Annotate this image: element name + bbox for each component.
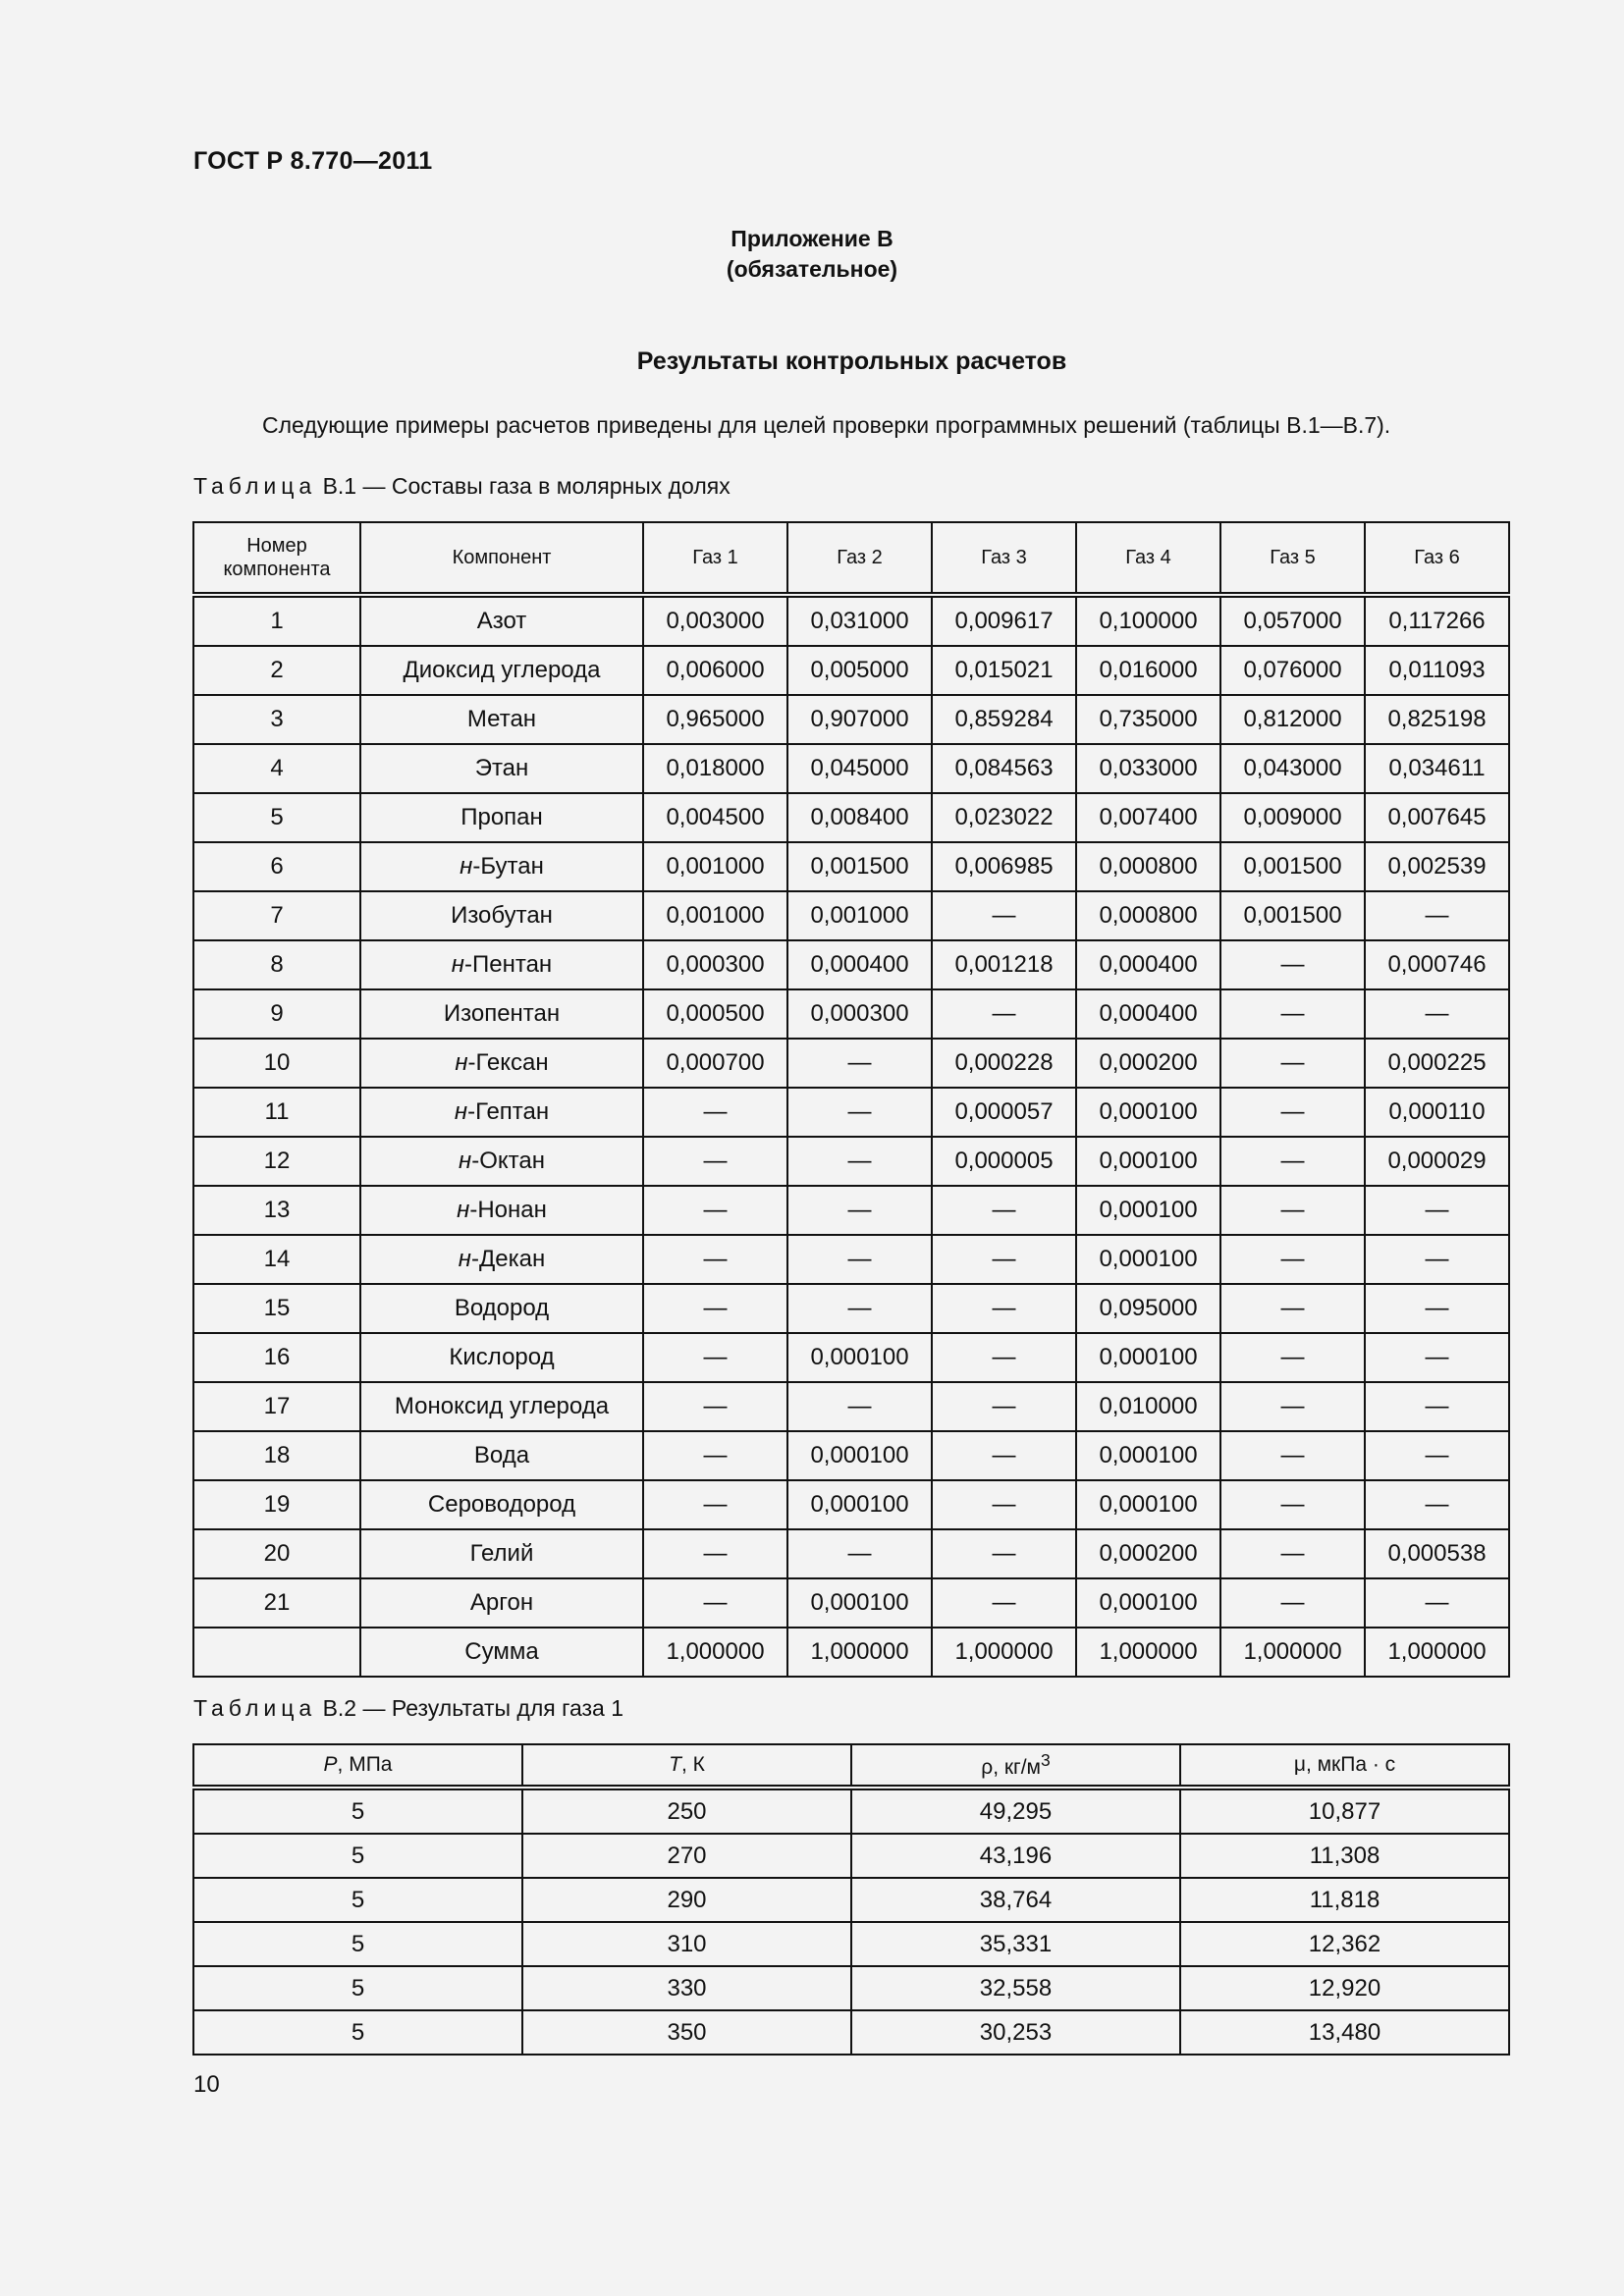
mole-fraction-cell: 0,000100 bbox=[1076, 1578, 1220, 1628]
component-name-cell bbox=[360, 1333, 643, 1382]
table2-header-cell bbox=[193, 1744, 522, 1788]
result-cell: 43,196 bbox=[851, 1834, 1180, 1878]
table1-header-cell: Газ 3 bbox=[932, 522, 1076, 595]
component-name-cell bbox=[360, 744, 643, 793]
mole-fraction-cell: — bbox=[932, 1235, 1076, 1284]
mole-fraction-cell: 0,000400 bbox=[1076, 940, 1220, 989]
component-name-prefix: н bbox=[455, 1049, 468, 1076]
result-cell: 350 bbox=[522, 2010, 851, 2055]
component-name-cell bbox=[360, 891, 643, 940]
component-name: -Бутан bbox=[472, 853, 544, 880]
mole-fraction-cell: 0,001500 bbox=[1220, 891, 1365, 940]
result-cell: 12,362 bbox=[1180, 1922, 1509, 1966]
mole-fraction-cell: — bbox=[1220, 1578, 1365, 1628]
component-name-cell bbox=[360, 1578, 643, 1628]
table-row bbox=[193, 695, 1509, 744]
mole-fraction-cell: 0,825198 bbox=[1365, 695, 1509, 744]
mole-fraction-cell: — bbox=[787, 1382, 932, 1431]
table2-caption bbox=[193, 1695, 623, 1722]
mole-fraction-cell: — bbox=[1220, 1284, 1365, 1333]
mole-fraction-cell: — bbox=[932, 1333, 1076, 1382]
component-name-cell bbox=[360, 1186, 643, 1235]
page-number: 10 bbox=[193, 2071, 220, 2098]
component-name: -Гептан bbox=[467, 1098, 550, 1125]
table1-header-cell: Газ 2 bbox=[787, 522, 932, 595]
component-number-cell: 21 bbox=[193, 1578, 360, 1628]
result-cell: 11,308 bbox=[1180, 1834, 1509, 1878]
mole-fraction-cell: 0,000200 bbox=[1076, 1529, 1220, 1578]
mole-fraction-cell: — bbox=[932, 1284, 1076, 1333]
gas-composition-table bbox=[192, 521, 1510, 1678]
component-name: Изопентан bbox=[443, 1000, 561, 1027]
table-row bbox=[193, 1578, 1509, 1628]
mole-fraction-cell: 0,015021 bbox=[932, 646, 1076, 695]
component-number-cell: 14 bbox=[193, 1235, 360, 1284]
mole-fraction-cell: — bbox=[932, 1431, 1076, 1480]
mole-fraction-cell: — bbox=[787, 1039, 932, 1088]
mole-fraction-cell: 0,000005 bbox=[932, 1137, 1076, 1186]
component-name-cell bbox=[360, 1431, 643, 1480]
table-row bbox=[193, 1137, 1509, 1186]
component-number-cell: 17 bbox=[193, 1382, 360, 1431]
component-name: -Нонан bbox=[469, 1197, 547, 1223]
result-cell: 330 bbox=[522, 1966, 851, 2010]
mole-fraction-cell: 0,000225 bbox=[1365, 1039, 1509, 1088]
mole-fraction-cell: 0,023022 bbox=[932, 793, 1076, 842]
mole-fraction-cell: 0,000100 bbox=[1076, 1137, 1220, 1186]
component-name: Водород bbox=[454, 1295, 550, 1321]
mole-fraction-cell: — bbox=[643, 1578, 787, 1628]
table1-body bbox=[193, 595, 1509, 1677]
mole-fraction-cell: 0,010000 bbox=[1076, 1382, 1220, 1431]
result-cell: 32,558 bbox=[851, 1966, 1180, 2010]
component-number-cell: 5 bbox=[193, 793, 360, 842]
standard-code: ГОСТ Р 8.770—2011 bbox=[193, 147, 433, 175]
mole-fraction-cell: — bbox=[1365, 891, 1509, 940]
mole-fraction-cell: — bbox=[1220, 1088, 1365, 1137]
component-name-cell bbox=[360, 1088, 643, 1137]
mole-fraction-cell: 0,000100 bbox=[1076, 1480, 1220, 1529]
component-name-cell bbox=[360, 989, 643, 1039]
mole-fraction-cell: 0,076000 bbox=[1220, 646, 1365, 695]
mole-fraction-cell: — bbox=[643, 1088, 787, 1137]
component-name-cell bbox=[360, 940, 643, 989]
table-row bbox=[193, 1788, 1509, 1834]
component-number-cell: 1 bbox=[193, 595, 360, 646]
mole-fraction-cell: 0,965000 bbox=[643, 695, 787, 744]
mole-fraction-cell: — bbox=[932, 1186, 1076, 1235]
mole-fraction-cell: — bbox=[1220, 1382, 1365, 1431]
mole-fraction-cell: — bbox=[932, 1382, 1076, 1431]
table-row bbox=[193, 842, 1509, 891]
component-name-cell bbox=[360, 646, 643, 695]
component-name-cell bbox=[360, 1529, 643, 1578]
result-cell: 290 bbox=[522, 1878, 851, 1922]
mole-fraction-cell: 0,000100 bbox=[787, 1333, 932, 1382]
result-cell: 11,818 bbox=[1180, 1878, 1509, 1922]
component-number-cell: 8 bbox=[193, 940, 360, 989]
component-number-cell: 18 bbox=[193, 1431, 360, 1480]
table-row bbox=[193, 1834, 1509, 1878]
mole-fraction-cell: — bbox=[787, 1186, 932, 1235]
mole-fraction-cell: 0,000100 bbox=[787, 1578, 932, 1628]
table-row bbox=[193, 595, 1509, 646]
mole-fraction-cell: 0,034611 bbox=[1365, 744, 1509, 793]
result-cell: 13,480 bbox=[1180, 2010, 1509, 2055]
table-row bbox=[193, 1628, 1509, 1677]
component-name-cell bbox=[360, 695, 643, 744]
table-row bbox=[193, 1186, 1509, 1235]
component-name-cell bbox=[360, 1284, 643, 1333]
table-row bbox=[193, 1480, 1509, 1529]
mole-fraction-cell: — bbox=[643, 1186, 787, 1235]
mole-fraction-cell: — bbox=[1220, 1333, 1365, 1382]
component-name-cell bbox=[360, 1382, 643, 1431]
mole-fraction-cell: — bbox=[1365, 1431, 1509, 1480]
mole-fraction-cell: 0,008400 bbox=[787, 793, 932, 842]
component-name: Азот bbox=[476, 608, 527, 634]
mole-fraction-cell: — bbox=[1220, 1235, 1365, 1284]
mole-fraction-cell: 0,033000 bbox=[1076, 744, 1220, 793]
table-row bbox=[193, 1431, 1509, 1480]
component-name-prefix: н bbox=[458, 1246, 471, 1272]
mole-fraction-cell: 0,000100 bbox=[1076, 1186, 1220, 1235]
mole-fraction-cell: 0,031000 bbox=[787, 595, 932, 646]
result-cell: 10,877 bbox=[1180, 1788, 1509, 1834]
mole-fraction-cell: 0,000057 bbox=[932, 1088, 1076, 1137]
mole-fraction-cell: 0,001000 bbox=[643, 842, 787, 891]
mole-fraction-cell: 0,000300 bbox=[643, 940, 787, 989]
appendix-status: (обязательное) bbox=[726, 256, 898, 282]
table1-header-row bbox=[193, 522, 1509, 595]
mole-fraction-cell: 0,045000 bbox=[787, 744, 932, 793]
component-name: Изобутан bbox=[451, 902, 553, 929]
mole-fraction-cell: 0,000300 bbox=[787, 989, 932, 1039]
mole-fraction-cell: — bbox=[1365, 1578, 1509, 1628]
intro-paragraph: Следующие примеры расчетов приведены для целей проверки программных решений (таблицы В.1—В.7). bbox=[262, 412, 1391, 438]
mole-fraction-cell: 0,000800 bbox=[1076, 891, 1220, 940]
component-name-cell bbox=[360, 595, 643, 646]
result-cell: 5 bbox=[193, 1834, 522, 1878]
mole-fraction-cell: 0,000400 bbox=[787, 940, 932, 989]
table1-caption bbox=[193, 473, 731, 500]
component-name-cell bbox=[360, 1039, 643, 1088]
table1-header-cell: Газ 6 bbox=[1365, 522, 1509, 595]
mole-fraction-cell: — bbox=[1365, 1333, 1509, 1382]
mole-fraction-cell: — bbox=[643, 1431, 787, 1480]
component-name: Моноксид углерода bbox=[394, 1393, 610, 1419]
component-number-cell: 10 bbox=[193, 1039, 360, 1088]
mole-fraction-cell: — bbox=[643, 1137, 787, 1186]
mole-fraction-cell: 0,000100 bbox=[1076, 1235, 1220, 1284]
result-cell: 12,920 bbox=[1180, 1966, 1509, 2010]
mole-fraction-cell: 0,000228 bbox=[932, 1039, 1076, 1088]
mole-fraction-cell: — bbox=[1220, 1186, 1365, 1235]
mole-fraction-cell: 1,000000 bbox=[1220, 1628, 1365, 1677]
table1-header-cell: Компонент bbox=[360, 522, 643, 595]
mole-fraction-cell: 0,004500 bbox=[643, 793, 787, 842]
mole-fraction-cell: 0,812000 bbox=[1220, 695, 1365, 744]
quantity-symbol: ρ bbox=[981, 1756, 994, 1779]
unit-superscript: 3 bbox=[1041, 1750, 1051, 1770]
mole-fraction-cell: — bbox=[787, 1137, 932, 1186]
mole-fraction-cell: 1,000000 bbox=[1076, 1628, 1220, 1677]
quantity-symbol: P bbox=[323, 1753, 338, 1776]
mole-fraction-cell: — bbox=[932, 891, 1076, 940]
table-row bbox=[193, 891, 1509, 940]
mole-fraction-cell: 0,000029 bbox=[1365, 1137, 1509, 1186]
mole-fraction-cell: 0,009000 bbox=[1220, 793, 1365, 842]
mole-fraction-cell: 0,006000 bbox=[643, 646, 787, 695]
mole-fraction-cell: 0,095000 bbox=[1076, 1284, 1220, 1333]
mole-fraction-cell: — bbox=[643, 1235, 787, 1284]
appendix-heading bbox=[0, 224, 1624, 285]
quantity-unit: , МПа bbox=[337, 1753, 393, 1776]
mole-fraction-cell: 0,000700 bbox=[643, 1039, 787, 1088]
quantity-symbol: T bbox=[669, 1753, 681, 1776]
result-cell: 310 bbox=[522, 1922, 851, 1966]
mole-fraction-cell: — bbox=[787, 1284, 932, 1333]
mole-fraction-cell: 0,001500 bbox=[787, 842, 932, 891]
mole-fraction-cell: 0,007645 bbox=[1365, 793, 1509, 842]
mole-fraction-cell: 0,001218 bbox=[932, 940, 1076, 989]
table-row bbox=[193, 1878, 1509, 1922]
mole-fraction-cell: 0,907000 bbox=[787, 695, 932, 744]
mole-fraction-cell: 0,003000 bbox=[643, 595, 787, 646]
component-name: Диоксид углерода bbox=[403, 657, 601, 683]
component-number-cell bbox=[193, 1628, 360, 1677]
result-cell: 38,764 bbox=[851, 1878, 1180, 1922]
mole-fraction-cell: — bbox=[1220, 1529, 1365, 1578]
mole-fraction-cell: 0,000100 bbox=[1076, 1333, 1220, 1382]
mole-fraction-cell: — bbox=[1220, 940, 1365, 989]
component-name: Сумма bbox=[464, 1638, 539, 1665]
result-cell: 49,295 bbox=[851, 1788, 1180, 1834]
mole-fraction-cell: 0,001500 bbox=[1220, 842, 1365, 891]
component-number-cell: 3 bbox=[193, 695, 360, 744]
table1-header-cell: Газ 5 bbox=[1220, 522, 1365, 595]
mole-fraction-cell: 0,006985 bbox=[932, 842, 1076, 891]
component-name-cell bbox=[360, 1628, 643, 1677]
component-number-cell: 11 bbox=[193, 1088, 360, 1137]
mole-fraction-cell: — bbox=[1220, 1039, 1365, 1088]
table-row bbox=[193, 1284, 1509, 1333]
mole-fraction-cell: 0,002539 bbox=[1365, 842, 1509, 891]
table-row bbox=[193, 1966, 1509, 2010]
component-name-cell bbox=[360, 1137, 643, 1186]
mole-fraction-cell: 0,000100 bbox=[1076, 1431, 1220, 1480]
quantity-unit: , К bbox=[680, 1753, 705, 1776]
mole-fraction-cell: 0,859284 bbox=[932, 695, 1076, 744]
quantity-symbol: μ bbox=[1293, 1753, 1306, 1776]
table-row bbox=[193, 940, 1509, 989]
component-name: Аргон bbox=[469, 1589, 534, 1616]
mole-fraction-cell: — bbox=[932, 989, 1076, 1039]
result-cell: 30,253 bbox=[851, 2010, 1180, 2055]
quantity-unit: , мкПа · с bbox=[1305, 1753, 1396, 1776]
component-name: Вода bbox=[473, 1442, 530, 1468]
table1-header-cell: Газ 4 bbox=[1076, 522, 1220, 595]
component-number-cell: 4 bbox=[193, 744, 360, 793]
component-number-cell: 19 bbox=[193, 1480, 360, 1529]
mole-fraction-cell: — bbox=[932, 1480, 1076, 1529]
table2-header-cell bbox=[851, 1744, 1180, 1788]
table2-header-cell bbox=[1180, 1744, 1509, 1788]
table1-header-cell: Номер компонента bbox=[193, 522, 360, 595]
mole-fraction-cell: — bbox=[643, 1284, 787, 1333]
result-cell: 5 bbox=[193, 1788, 522, 1834]
component-number-cell: 20 bbox=[193, 1529, 360, 1578]
mole-fraction-cell: 0,000538 bbox=[1365, 1529, 1509, 1578]
component-name-cell bbox=[360, 1480, 643, 1529]
result-cell: 5 bbox=[193, 1966, 522, 2010]
table-row bbox=[193, 989, 1509, 1039]
table-row bbox=[193, 1922, 1509, 1966]
table-row bbox=[193, 1235, 1509, 1284]
result-cell: 5 bbox=[193, 1878, 522, 1922]
table-row bbox=[193, 1529, 1509, 1578]
result-cell: 250 bbox=[522, 1788, 851, 1834]
component-name: -Октан bbox=[471, 1148, 545, 1174]
table2-caption-text: В.2 — Результаты для газа 1 bbox=[322, 1695, 624, 1721]
mole-fraction-cell: 0,000400 bbox=[1076, 989, 1220, 1039]
table2-header-cell bbox=[522, 1744, 851, 1788]
mole-fraction-cell: 0,005000 bbox=[787, 646, 932, 695]
table-row bbox=[193, 1333, 1509, 1382]
mole-fraction-cell: 0,016000 bbox=[1076, 646, 1220, 695]
component-number-cell: 13 bbox=[193, 1186, 360, 1235]
component-name-prefix: н bbox=[459, 1148, 472, 1174]
mole-fraction-cell: 0,011093 bbox=[1365, 646, 1509, 695]
result-cell: 270 bbox=[522, 1834, 851, 1878]
mole-fraction-cell: 0,000100 bbox=[787, 1480, 932, 1529]
component-number-cell: 12 bbox=[193, 1137, 360, 1186]
component-name-prefix: н bbox=[460, 853, 473, 880]
component-name: -Декан bbox=[470, 1246, 546, 1272]
mole-fraction-cell: — bbox=[932, 1529, 1076, 1578]
mole-fraction-cell: — bbox=[1220, 1137, 1365, 1186]
component-name-prefix: н bbox=[451, 951, 465, 978]
gas1-results-table bbox=[192, 1743, 1510, 2056]
mole-fraction-cell: 0,100000 bbox=[1076, 595, 1220, 646]
mole-fraction-cell: — bbox=[643, 1480, 787, 1529]
component-name: Пропан bbox=[460, 804, 543, 830]
component-name: Метан bbox=[466, 706, 537, 732]
component-number-cell: 9 bbox=[193, 989, 360, 1039]
mole-fraction-cell: 1,000000 bbox=[932, 1628, 1076, 1677]
mole-fraction-cell: 0,000500 bbox=[643, 989, 787, 1039]
component-name: Кислород bbox=[449, 1344, 555, 1370]
mole-fraction-cell: — bbox=[787, 1235, 932, 1284]
component-number-cell: 2 bbox=[193, 646, 360, 695]
mole-fraction-cell: — bbox=[1220, 1480, 1365, 1529]
table1-caption-lead: Таблица bbox=[193, 473, 317, 499]
mole-fraction-cell: — bbox=[1365, 1235, 1509, 1284]
mole-fraction-cell: 0,000200 bbox=[1076, 1039, 1220, 1088]
mole-fraction-cell: — bbox=[1365, 1186, 1509, 1235]
mole-fraction-cell: 0,084563 bbox=[932, 744, 1076, 793]
mole-fraction-cell: — bbox=[1365, 989, 1509, 1039]
mole-fraction-cell: 0,000746 bbox=[1365, 940, 1509, 989]
mole-fraction-cell: — bbox=[787, 1529, 932, 1578]
mole-fraction-cell: 0,009617 bbox=[932, 595, 1076, 646]
component-number-cell: 15 bbox=[193, 1284, 360, 1333]
component-name-prefix: н bbox=[454, 1098, 468, 1125]
mole-fraction-cell: 1,000000 bbox=[1365, 1628, 1509, 1677]
mole-fraction-cell: 0,000800 bbox=[1076, 842, 1220, 891]
table1-header-cell: Газ 1 bbox=[643, 522, 787, 595]
mole-fraction-cell: 0,057000 bbox=[1220, 595, 1365, 646]
component-name-prefix: н bbox=[457, 1197, 470, 1223]
appendix-title: Приложение В bbox=[731, 226, 893, 251]
component-number-cell: 16 bbox=[193, 1333, 360, 1382]
mole-fraction-cell: 0,000100 bbox=[1076, 1088, 1220, 1137]
mole-fraction-cell: — bbox=[932, 1578, 1076, 1628]
mole-fraction-cell: — bbox=[1365, 1480, 1509, 1529]
result-cell: 5 bbox=[193, 2010, 522, 2055]
component-name: -Гексан bbox=[467, 1049, 549, 1076]
table-row bbox=[193, 2010, 1509, 2055]
component-name: -Пентан bbox=[464, 951, 553, 978]
table-row bbox=[193, 744, 1509, 793]
table2-body bbox=[193, 1788, 1509, 2055]
component-name-cell bbox=[360, 1235, 643, 1284]
mole-fraction-cell: — bbox=[1365, 1284, 1509, 1333]
result-cell: 5 bbox=[193, 1922, 522, 1966]
table2-caption-lead: Таблица bbox=[193, 1695, 317, 1721]
component-name-cell bbox=[360, 793, 643, 842]
section-title: Результаты контрольных расчетов bbox=[636, 347, 1067, 375]
mole-fraction-cell: 0,000100 bbox=[787, 1431, 932, 1480]
component-name: Сероводород bbox=[427, 1491, 576, 1518]
component-number-cell: 6 bbox=[193, 842, 360, 891]
table-row bbox=[193, 793, 1509, 842]
table1-caption-text: В.1 — Составы газа в молярных долях bbox=[322, 473, 731, 499]
component-name: Этан bbox=[474, 755, 529, 781]
mole-fraction-cell: — bbox=[1220, 989, 1365, 1039]
mole-fraction-cell: 0,117266 bbox=[1365, 595, 1509, 646]
table-row bbox=[193, 646, 1509, 695]
mole-fraction-cell: 0,001000 bbox=[787, 891, 932, 940]
mole-fraction-cell: — bbox=[643, 1382, 787, 1431]
mole-fraction-cell: 1,000000 bbox=[787, 1628, 932, 1677]
table-row bbox=[193, 1382, 1509, 1431]
mole-fraction-cell: — bbox=[787, 1088, 932, 1137]
mole-fraction-cell: — bbox=[643, 1333, 787, 1382]
table2-header-row bbox=[193, 1744, 1509, 1788]
mole-fraction-cell: — bbox=[643, 1529, 787, 1578]
quantity-unit: , кг/м bbox=[993, 1756, 1041, 1779]
mole-fraction-cell: 0,000110 bbox=[1365, 1088, 1509, 1137]
component-name-cell bbox=[360, 842, 643, 891]
component-name: Гелий bbox=[469, 1540, 534, 1567]
mole-fraction-cell: 1,000000 bbox=[643, 1628, 787, 1677]
component-number-cell: 7 bbox=[193, 891, 360, 940]
result-cell: 35,331 bbox=[851, 1922, 1180, 1966]
mole-fraction-cell: — bbox=[1365, 1382, 1509, 1431]
mole-fraction-cell: 0,735000 bbox=[1076, 695, 1220, 744]
mole-fraction-cell: 0,018000 bbox=[643, 744, 787, 793]
table-row bbox=[193, 1088, 1509, 1137]
table-row bbox=[193, 1039, 1509, 1088]
mole-fraction-cell: — bbox=[1220, 1431, 1365, 1480]
mole-fraction-cell: 0,007400 bbox=[1076, 793, 1220, 842]
mole-fraction-cell: 0,043000 bbox=[1220, 744, 1365, 793]
mole-fraction-cell: 0,001000 bbox=[643, 891, 787, 940]
